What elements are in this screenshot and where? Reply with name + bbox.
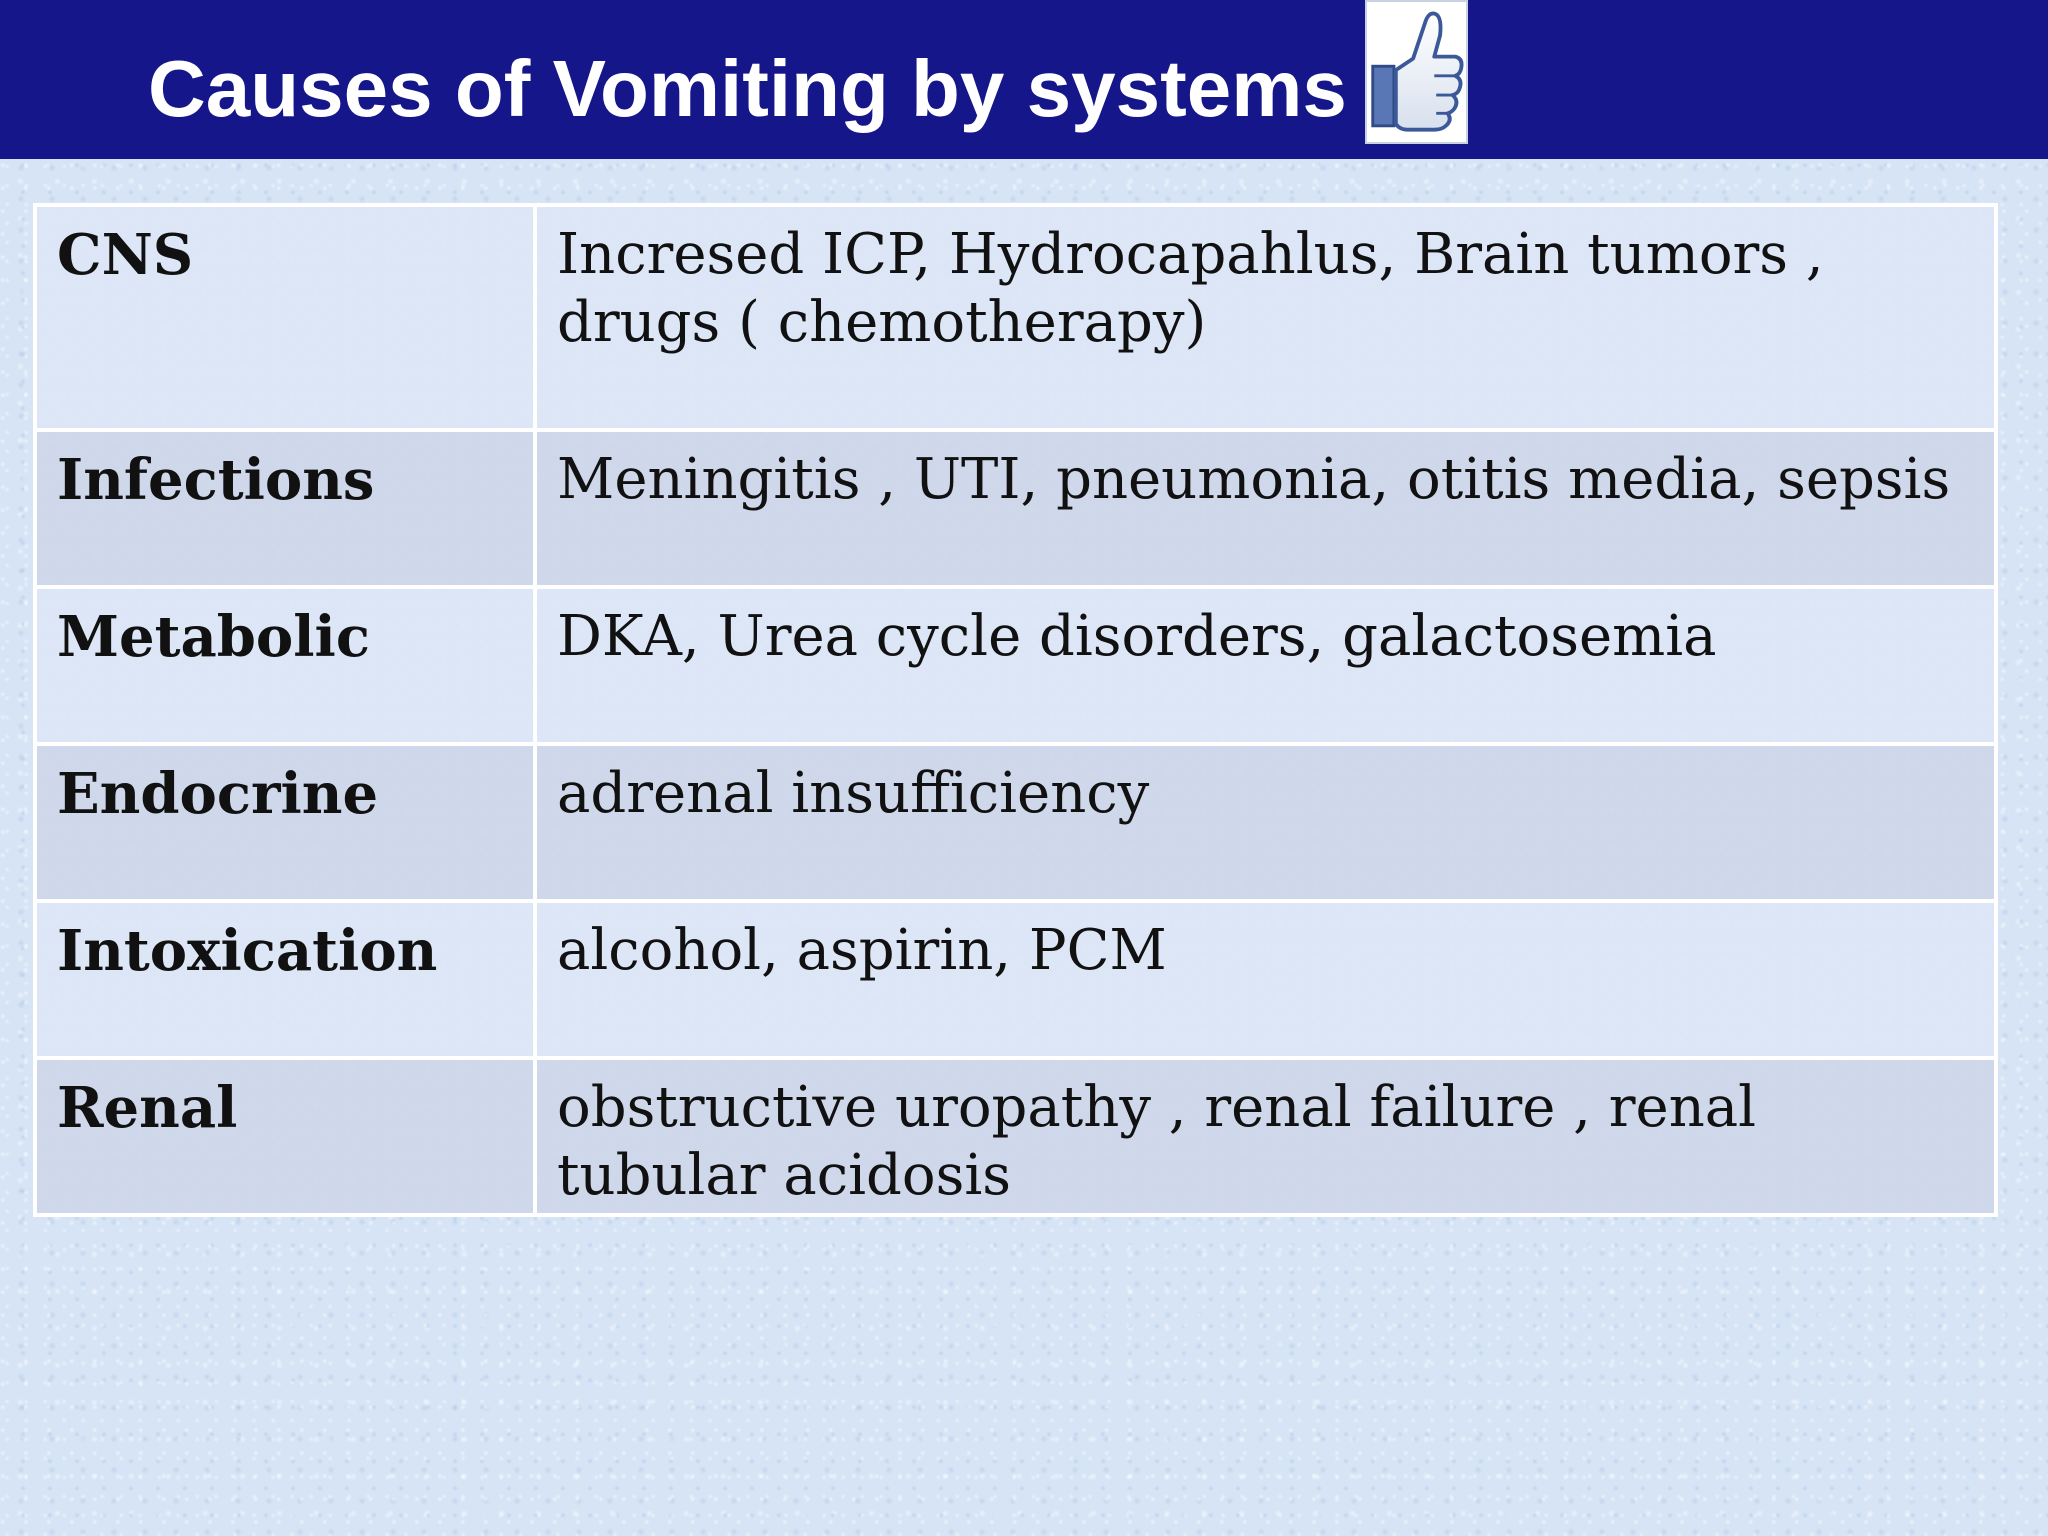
table-row	[35, 587, 1996, 744]
table-row	[35, 744, 1996, 901]
causes-cell: Meningitis , UTI, pneumonia, otitis media, sepsis	[535, 430, 1996, 587]
causes-cell: Incresed ICP, Hydrocapahlus, Brain tumors , drugs ( chemotherapy)	[535, 205, 1996, 430]
slide-title: Causes of Vomiting by systems	[148, 44, 1347, 133]
system-cell: Infections	[35, 430, 535, 587]
system-cell: Metabolic	[35, 587, 535, 744]
title-bar	[0, 0, 2048, 159]
causes-cell: obstructive uropathy , renal failure , renal tubular acidosis	[535, 1058, 1996, 1215]
table-row	[35, 205, 1996, 430]
system-cell: Renal	[35, 1058, 535, 1215]
causes-table	[33, 203, 1998, 1217]
system-cell: Endocrine	[35, 744, 535, 901]
causes-cell: adrenal insufficiency	[535, 744, 1996, 901]
causes-cell: alcohol, aspirin, PCM	[535, 901, 1996, 1058]
table-row	[35, 1058, 1996, 1215]
table-row	[35, 901, 1996, 1058]
table-row	[35, 430, 1996, 587]
thumbs-up-icon	[1365, 0, 1468, 144]
system-cell: CNS	[35, 205, 535, 430]
causes-cell: DKA, Urea cycle disorders, galactosemia	[535, 587, 1996, 744]
system-cell: Intoxication	[35, 901, 535, 1058]
